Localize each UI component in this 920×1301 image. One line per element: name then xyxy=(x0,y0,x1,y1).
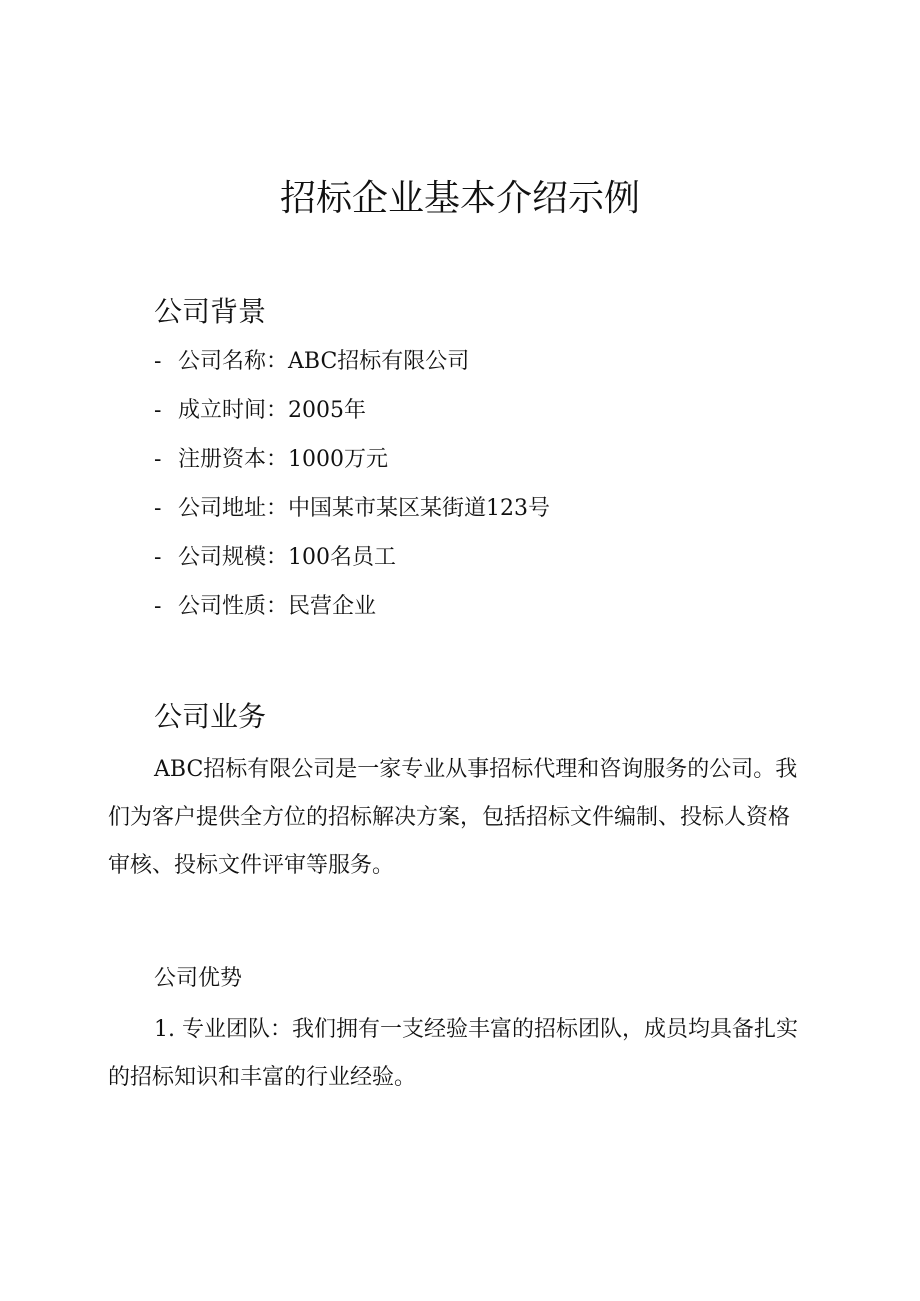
list-item xyxy=(154,345,550,394)
section-heading-business: 公司业务 xyxy=(154,700,267,733)
advantage-item-1: 1. 专业团队：我们拥有一支经验丰富的招标团队，成员均具备扎实的招标知识和丰富的行业经验。 xyxy=(108,1017,798,1090)
list-dash: - xyxy=(154,594,162,619)
list-dash: - xyxy=(154,545,162,570)
list-item xyxy=(154,541,550,590)
list-item xyxy=(154,492,550,541)
list-item xyxy=(154,590,550,639)
document-title: 招标企业基本介绍示例 xyxy=(279,178,640,219)
section-heading-background: 公司背景 xyxy=(154,295,267,328)
list-item-text: 成立时间：2005年 xyxy=(178,398,366,423)
background-list xyxy=(154,345,550,639)
list-dash: - xyxy=(154,398,162,423)
list-item-text: 公司地址：中国某市某区某街道123号 xyxy=(178,496,550,521)
list-item-text: 公司名称：ABC招标有限公司 xyxy=(178,349,470,374)
list-item-text: 公司性质：民营企业 xyxy=(178,594,377,619)
list-item-text: 注册资本：1000万元 xyxy=(178,447,388,472)
list-dash: - xyxy=(154,496,162,521)
list-dash: - xyxy=(154,349,162,374)
list-item-text: 公司规模：100名员工 xyxy=(178,545,396,570)
section-heading-advantages: 公司优势 xyxy=(154,966,243,991)
list-dash: - xyxy=(154,447,162,472)
list-item xyxy=(154,394,550,443)
list-item xyxy=(154,443,550,492)
business-paragraph: ABC招标有限公司是一家专业从事招标代理和咨询服务的公司。我们为客户提供全方位的招标解决方案，包括招标文件编制、投标人资格审核、投标文件评审等服务。 xyxy=(108,757,798,878)
